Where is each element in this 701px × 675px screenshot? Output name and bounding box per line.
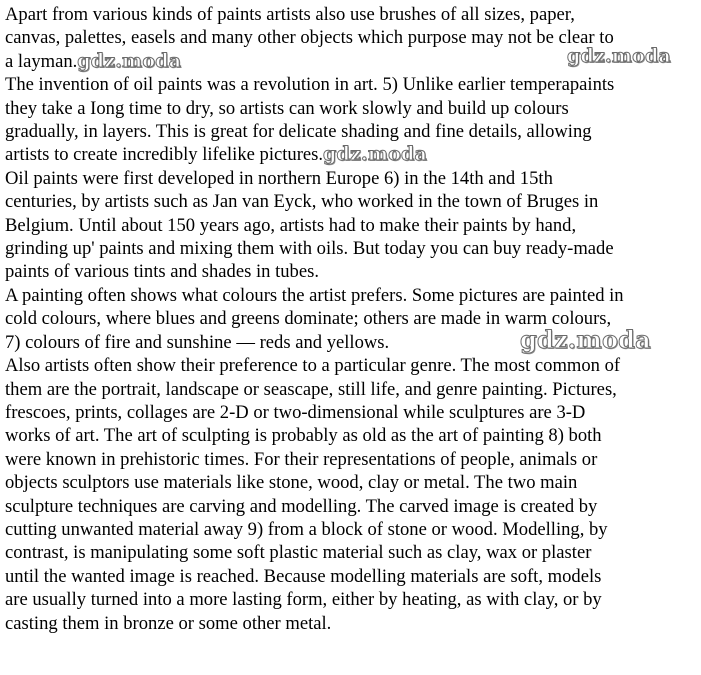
text-line: sculpture techniques are carving and modelling. The carved image is created by xyxy=(5,495,598,517)
watermark-logo: gdz.moda xyxy=(323,143,427,166)
text-line: them are the portrait, landscape or seascape, still life, and genre painting. Pictures, xyxy=(5,378,617,400)
text-line: casting them in bronze or some other metal. xyxy=(5,612,332,634)
text-line: they take a Iong time to dry, so artists can work slowly and build up colours xyxy=(5,97,569,119)
text-line xyxy=(5,324,691,354)
text-line xyxy=(5,143,691,166)
text-line: contrast, is manipulating some soft plastic material such as clay, wax or plaster xyxy=(5,542,592,564)
text-line: are usually turned into a more lasting form, either by heating, as with clay, or by xyxy=(5,589,602,611)
text-line: centuries, by artists such as Jan van Eyck, who worked in the town of Bruges in xyxy=(5,191,599,213)
document-body xyxy=(5,3,691,635)
paragraph-colours xyxy=(5,284,691,354)
text-line-content: 7) colours of fire and sunshine — reds and yellows. xyxy=(5,331,390,353)
paragraph-tools xyxy=(5,3,691,73)
watermark-logo: gdz.moda xyxy=(520,324,651,354)
text-line: Oil paints were first developed in northern Europe 6) in the 14th and 15th xyxy=(5,167,553,189)
text-line: Also artists often show their preference to a particular genre. The most common of xyxy=(5,355,621,377)
paragraph-genres-sculpture xyxy=(5,354,691,635)
text-line: grinding up' paints and mixing them with oils. But today you can buy ready-made xyxy=(5,238,614,260)
text-line: Apart from various kinds of paints artists also use brushes of all sizes, paper, xyxy=(5,4,575,25)
text-line: gradually, in layers. This is great for delicate shading and fine details, allowing xyxy=(5,121,592,143)
text-line: objects sculptors use materials like stone, wood, clay or metal. The two main xyxy=(5,472,578,494)
text-line: A painting often shows what colours the artist prefers. Some pictures are painted in xyxy=(5,284,624,306)
text-line-content: artists to create incredibly lifelike pictures. xyxy=(5,144,324,166)
paragraph-oil-invention xyxy=(5,73,691,167)
text-line: paints of various tints and shades in tubes. xyxy=(5,261,319,283)
text-line: frescoes, prints, collages are 2-D or two-dimensional while sculptures are 3-D xyxy=(5,401,586,423)
text-line: The invention of oil paints was a revolution in art. 5) Unlike earlier temperapaints xyxy=(5,74,615,96)
text-line: cutting unwanted material away 9) from a block of stone or wood. Modelling, by xyxy=(5,518,608,540)
text-line: works of art. The art of sculpting is probably as old as the art of painting 8) both xyxy=(5,425,602,447)
paragraph-oil-history xyxy=(5,167,691,284)
watermark-logo: gdz.moda xyxy=(567,45,671,68)
watermark-logo: gdz.moda xyxy=(77,49,182,72)
text-line-content: canvas, palettes, easels and many other objects which purpose may not be clear to xyxy=(5,27,614,49)
text-line: were known in prehistoric times. For their representations of people, animals or xyxy=(5,448,598,470)
text-line xyxy=(5,50,691,73)
text-line: Belgium. Until about 150 years ago, artists had to make their paints by hand, xyxy=(5,214,577,236)
text-line: until the wanted image is reached. Because modelling materials are soft, models xyxy=(5,565,602,587)
text-line: cold colours, where blues and greens dominate; others are made in warm colours, xyxy=(5,308,612,330)
text-line-content: a layman. xyxy=(5,50,78,72)
